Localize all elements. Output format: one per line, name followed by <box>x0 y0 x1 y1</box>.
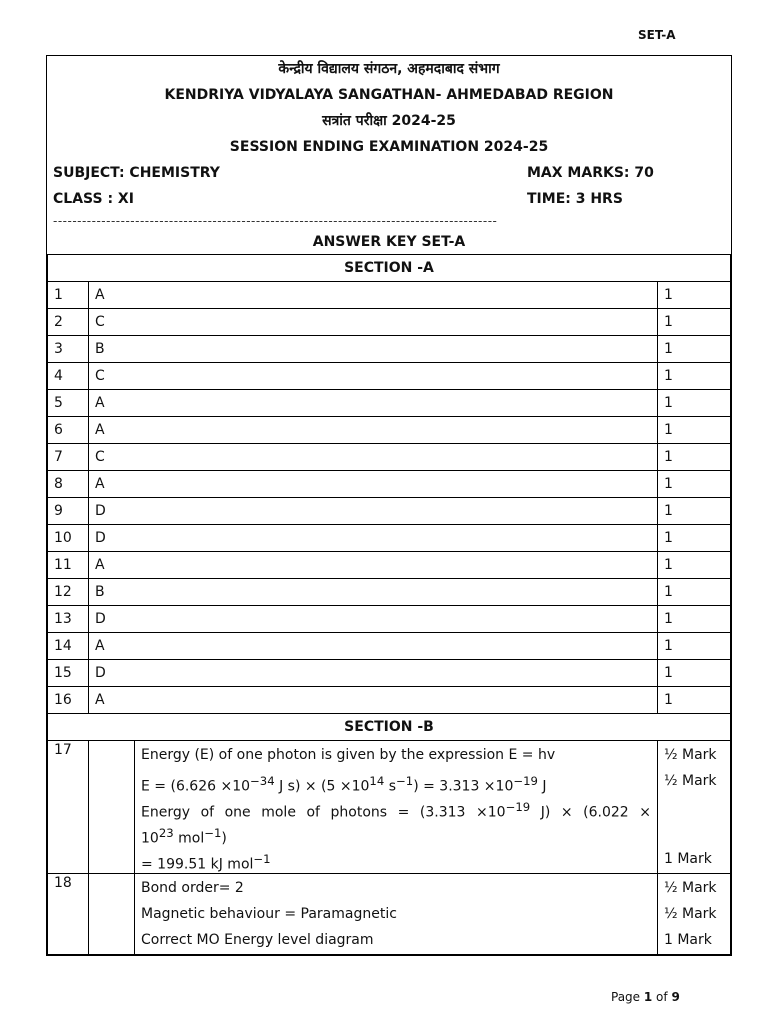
q-number: 11 <box>48 552 89 579</box>
marks-cell: 1 <box>658 498 731 525</box>
q18-marks: ½ Mark ½ Mark 1 Mark <box>658 874 731 955</box>
answer-line: $E = (6.626 \times 10^{-34}$ J $s) \times (5 \times 10^{14}$ $s^{-1}) = 3.313 \times 10^{-19}$ J <box>141 774 547 795</box>
answer-cell: C <box>89 363 658 390</box>
q-number: 6 <box>48 417 89 444</box>
answer-cell: D <box>89 606 658 633</box>
q17-answer <box>135 741 658 874</box>
table-row <box>48 633 731 660</box>
subject-row <box>53 160 725 186</box>
q-number: 3 <box>48 336 89 363</box>
section-a-title: SECTION -A <box>48 255 731 282</box>
answer-cell: A <box>89 471 658 498</box>
marks-cell: 1 <box>658 525 731 552</box>
answer-cell: D <box>89 498 658 525</box>
marks-cell: 1 <box>658 417 731 444</box>
key-title: ANSWER KEY SET-A <box>312 234 466 250</box>
answer-key-frame <box>46 55 732 956</box>
marks-cell: 1 <box>658 282 731 309</box>
marks-cell: 1 <box>658 606 731 633</box>
q-number: 10 <box>48 525 89 552</box>
table-row <box>48 498 731 525</box>
q-number: 18 <box>48 874 89 955</box>
section-b-title: SECTION -B <box>48 714 731 741</box>
q-number: 7 <box>48 444 89 471</box>
answer-cell: A <box>89 390 658 417</box>
table-row <box>48 579 731 606</box>
table-row <box>48 282 731 309</box>
class-row <box>53 186 725 212</box>
marks-cell: 1 <box>658 660 731 687</box>
answer-table <box>47 254 731 955</box>
answer-cell: A <box>89 282 658 309</box>
marks-cell: 1 <box>658 444 731 471</box>
table-row <box>48 309 731 336</box>
q18-answer <box>135 874 658 955</box>
table-row <box>48 660 731 687</box>
answer-line: Correct MO Energy level diagram <box>141 932 374 948</box>
marks-cell: 1 <box>658 390 731 417</box>
marks-cell: 1 <box>658 336 731 363</box>
marks-cell: 1 <box>658 471 731 498</box>
q-number: 15 <box>48 660 89 687</box>
time: TIME: 3 HRS <box>527 191 623 207</box>
table-row <box>48 444 731 471</box>
q-number: 9 <box>48 498 89 525</box>
answer-line: Magnetic behaviour = Paramagnetic <box>141 906 397 922</box>
q-number: 2 <box>48 309 89 336</box>
q-number: 4 <box>48 363 89 390</box>
table-row <box>48 363 731 390</box>
answer-line: $10^{23}$ mol$^{-1}$) <box>141 826 227 847</box>
answer-cell: A <box>89 633 658 660</box>
hindi-exam-title: सत्रांत परीक्षा 2024-25 <box>322 113 456 129</box>
answer-cell: A <box>89 687 658 714</box>
q-number: 13 <box>48 606 89 633</box>
q-number: 17 <box>48 741 89 874</box>
q-number: 1 <box>48 282 89 309</box>
table-row <box>48 606 731 633</box>
subject: SUBJECT: CHEMISTRY <box>53 165 220 181</box>
table-row <box>48 525 731 552</box>
answer-line: Energy (E) of one photon is given by the expression E = hv <box>141 747 556 763</box>
answer-line: Energy of one mole of photons = ($3.313 \times 10^{-19}$ J) × (6.022 × <box>141 800 651 821</box>
table-row <box>48 390 731 417</box>
answer-cell: C <box>89 444 658 471</box>
answer-cell: A <box>89 552 658 579</box>
answer-cell: B <box>89 579 658 606</box>
answer-cell: D <box>89 525 658 552</box>
marks-cell: 1 <box>658 687 731 714</box>
max-marks: MAX MARKS: 70 <box>527 165 654 181</box>
page-number: Page 1 of 9 <box>611 990 680 1004</box>
class: CLASS : XI <box>53 191 134 207</box>
answer-cell: D <box>89 660 658 687</box>
answer-line: = 199.51 kJ mol$^{-1}$ <box>141 852 271 873</box>
q-number: 16 <box>48 687 89 714</box>
table-row-q17 <box>48 741 731 874</box>
table-row <box>48 336 731 363</box>
marks-cell: 1 <box>658 363 731 390</box>
answer-cell: C <box>89 309 658 336</box>
table-row <box>48 552 731 579</box>
set-label: SET-A <box>638 28 676 42</box>
marks-cell: 1 <box>658 633 731 660</box>
q-number: 12 <box>48 579 89 606</box>
dash-divider: -------------------------------------------------------------------------------------------- <box>53 214 498 228</box>
marks-cell: 1 <box>658 309 731 336</box>
q17-marks: ½ Mark ½ Mark 1 Mark <box>658 741 731 874</box>
header <box>47 56 731 254</box>
hindi-org-title: केन्द्रीय विद्यालय संगठन, अहमदाबाद संभाग <box>278 61 500 77</box>
table-row <box>48 471 731 498</box>
q-number: 8 <box>48 471 89 498</box>
marks-cell: 1 <box>658 579 731 606</box>
table-row-q18 <box>48 874 731 955</box>
org-title: KENDRIYA VIDYALAYA SANGATHAN- AHMEDABAD REGION <box>164 87 614 103</box>
table-row <box>48 417 731 444</box>
table-row <box>48 687 731 714</box>
q-number: 5 <box>48 390 89 417</box>
exam-title: SESSION ENDING EXAMINATION 2024-25 <box>229 139 549 155</box>
marks-cell: 1 <box>658 552 731 579</box>
answer-cell: A <box>89 417 658 444</box>
answer-line: Bond order= 2 <box>141 880 244 896</box>
answer-cell: B <box>89 336 658 363</box>
q-number: 14 <box>48 633 89 660</box>
